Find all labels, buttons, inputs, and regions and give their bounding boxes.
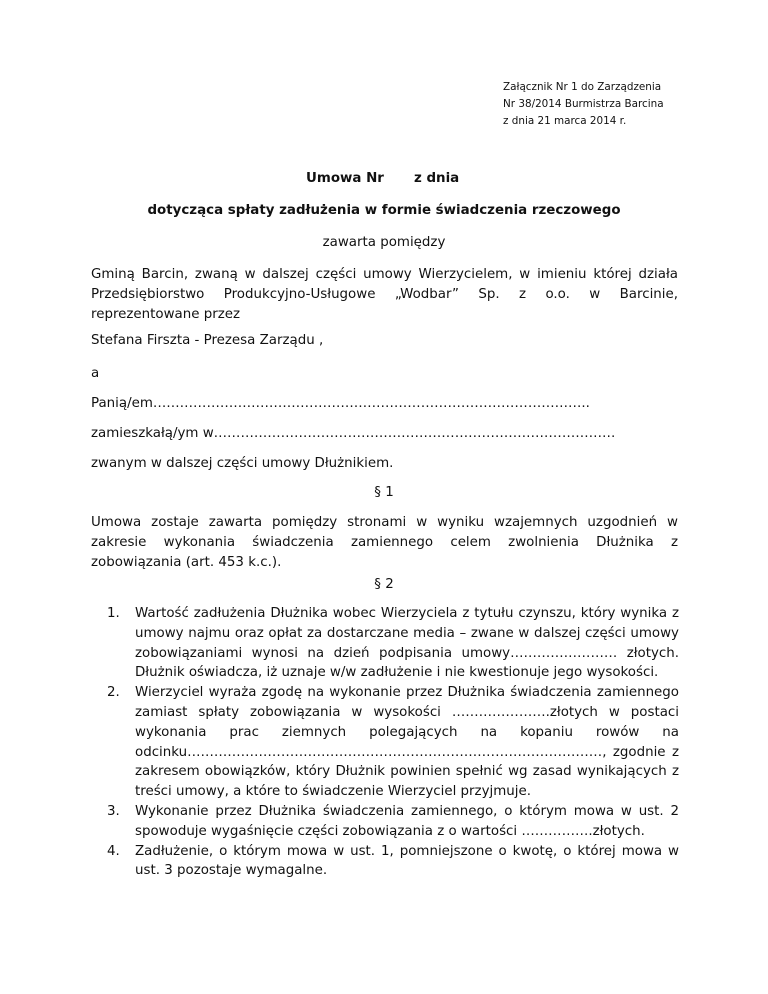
contract-date-label: z dnia bbox=[414, 171, 460, 186]
list-item bbox=[107, 802, 679, 842]
attachment-note bbox=[503, 79, 664, 130]
list-text: Wierzyciel wyraża zgodę na wykonanie przez Dłużnika świadczenia zamiennego zamiast spłaty zobowiązania w wysokości ………………….złotych w postaci wykonania prac ziemnych polegających na kopaniu rowów na odcinku…………………………………………………………………………………, zgodnie z zakresem obowiązków, który Dłużnik powinien spełnić wg zasad wynikających z treści umowy, a które to świadczenie Wierzyciel przyjmuje. bbox=[135, 685, 679, 800]
section-2-heading: § 2 bbox=[374, 577, 394, 592]
list-item bbox=[107, 842, 679, 882]
attachment-line: Załącznik Nr 1 do Zarządzenia bbox=[503, 81, 662, 93]
list-item bbox=[107, 604, 679, 683]
contract-number-label: Umowa Nr bbox=[306, 171, 384, 186]
list-item bbox=[107, 683, 679, 802]
list-text: Zadłużenie, o którym mowa w ust. 1, pomniejszone o kwotę, o której mowa w ust. 3 pozostaje wymagalne. bbox=[135, 843, 679, 879]
list-text: Wykonanie przez Dłużnika świadczenia zamiennego, o którym mowa w ust. 2 spowoduje wygaśnięcie części zobowiązania z o wartości …………….złotych. bbox=[135, 803, 679, 839]
contract-subject: dotycząca spłaty zadłużenia w formie świadczenia rzeczowego bbox=[147, 203, 621, 218]
text-line: Umowa zostaje zawarta pomiędzy stronami w wyniku wzajemnych uzgodnień w bbox=[91, 515, 678, 530]
section-1-paragraph bbox=[91, 513, 678, 573]
attachment-line: Nr 38/2014 Burmistrza Barcina bbox=[503, 98, 664, 110]
text-line: Gminą Barcin, zwaną w dalszej części umowy Wierzycielem, w imieniu której działa bbox=[91, 267, 678, 282]
list-number: 2. bbox=[107, 685, 120, 701]
text-line: Przedsiębiorstwo Produkcyjno-Usługowe „Wodbar” Sp. z o.o. w Barcinie, bbox=[91, 287, 678, 302]
list-number: 4. bbox=[107, 843, 120, 859]
conjunction: a bbox=[91, 366, 100, 381]
attachment-line: z dnia 21 marca 2014 r. bbox=[503, 115, 627, 127]
section-2-list bbox=[107, 604, 679, 881]
contract-between: zawarta pomiędzy bbox=[322, 235, 446, 250]
text-line: reprezentowane przez bbox=[91, 307, 241, 322]
list-text: Wartość zadłużenia Dłużnika wobec Wierzyciela z tytułu czynszu, który wynika z umowy najmu oraz opłat za dostarczane media – zwane w dalszej części umowy zobowiązaniami wynosi na dzień podpisania umowy…………………… złotych. Dłużnik oświadcza, iż uznaje w/w zadłużenie i nie kwestionuje jego wysokości. bbox=[135, 606, 679, 681]
section-1-heading: § 1 bbox=[374, 485, 394, 500]
debtor-name-field: Panią/em…………………………………………………………………………………….. bbox=[91, 396, 590, 411]
creditor-paragraph bbox=[91, 265, 678, 325]
text-line: zobowiązania (art. 453 k.c.). bbox=[91, 555, 282, 570]
list-number: 1. bbox=[107, 606, 120, 621]
representative: Stefana Firszta - Prezesa Zarządu , bbox=[91, 333, 324, 348]
debtor-address-field: zamieszkałą/ym w……………………………………………………………………………… bbox=[91, 426, 616, 441]
list-number: 3. bbox=[107, 803, 120, 819]
debtor-definition: zwanym w dalszej części umowy Dłużnikiem. bbox=[91, 456, 394, 471]
text-line: zakresie wykonania świadczenia zamiennego celem zwolnienia Dłużnika z bbox=[91, 535, 678, 550]
